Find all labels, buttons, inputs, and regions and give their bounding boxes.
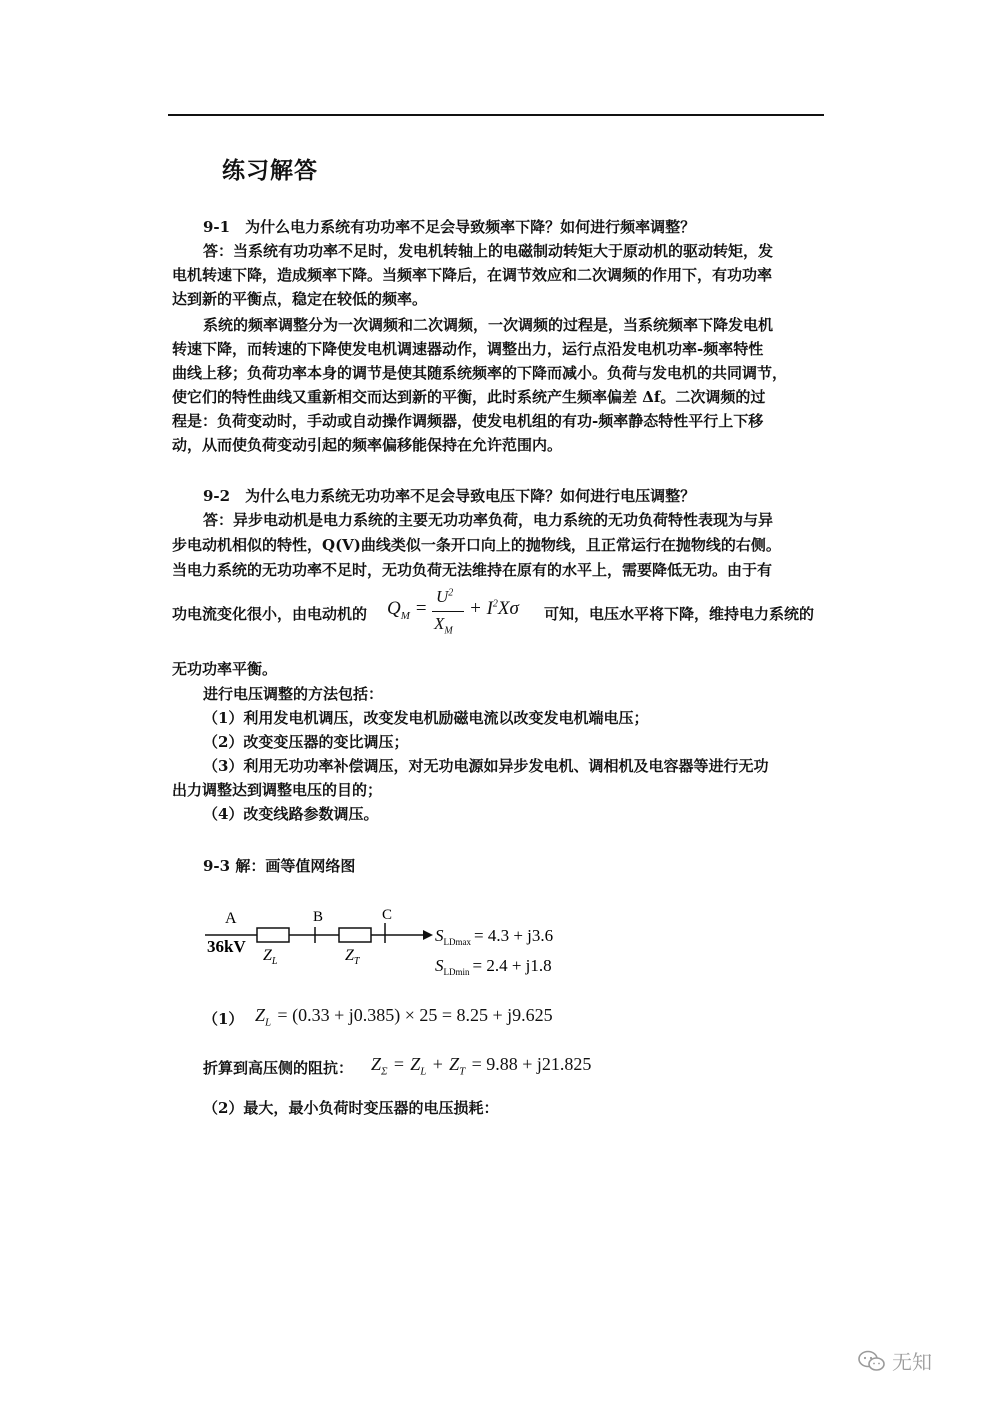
zt-box xyxy=(339,928,371,942)
zl-label: $Z_L$ xyxy=(263,947,278,967)
watermark-text: 无知 xyxy=(892,1350,932,1374)
formula-prefix: 功电流变化很小，由电动机的 xyxy=(172,605,368,623)
high-side-label: 折算到高压侧的阻抗： xyxy=(203,1059,354,1077)
zl-box xyxy=(257,928,289,942)
formula-q-m: $Q_M$ = xyxy=(387,598,428,622)
node-b-label: B xyxy=(313,909,324,925)
answer-line: 无功功率平衡。 xyxy=(172,660,278,678)
methods-intro: 进行电压调整的方法包括： xyxy=(203,685,384,703)
answer-line: 答：当系统有功功率不足时，发电机转轴上的电磁制动转矩大于原动机的驱动转矩，发 xyxy=(203,242,774,260)
s-min-label: $S_{LDmin} = 2.4 + j1.8$ xyxy=(435,956,552,977)
formula-denominator: $X_M$ xyxy=(434,614,453,637)
question-9-3: 9-3 解：画等值网络图 xyxy=(203,857,356,875)
wechat-icon xyxy=(858,1350,886,1372)
answer-line: 转速下降，而转速的下降使发电机调速器动作，调整出力，运行点沿发电机功率-频率特性 xyxy=(172,340,764,358)
answer-line: 步电动机相似的特性，Q(V)曲线类似一条开口向上的抛物线，且正常运行在抛物线的右侧。 xyxy=(172,536,781,554)
voltage-label: 36kV xyxy=(207,937,246,956)
answer-line: 程是：负荷变动时，手动或自动操作调频器，使发电机组的有功-频率静态特性平行上下移 xyxy=(172,412,764,430)
formula-term: + $I^2X\sigma$ xyxy=(469,598,519,619)
watermark xyxy=(858,1346,932,1375)
header-rule xyxy=(168,114,824,116)
node-a-label: A xyxy=(225,910,237,927)
answer-line: 当电力系统的无功功率不足时，无功负荷无法维持在原有的水平上，需要降低无功。由于有 xyxy=(172,561,773,579)
high-side-formula: $Z_\Sigma = Z_L + Z_T = 9.88 + j21.825$ xyxy=(371,1054,592,1078)
method-item: 出力调整达到调整电压的目的； xyxy=(172,781,383,799)
equivalent-network-diagram xyxy=(205,905,625,985)
answer-line: 系统的频率调整分为一次调频和二次调频，一次调频的过程是，当系统频率下降发电机 xyxy=(203,316,774,334)
method-item: （1）利用发电机调压，改变发电机励磁电流以改变发电机端电压； xyxy=(203,709,649,727)
node-c-label: C xyxy=(382,907,393,923)
formula-numerator: $U^2$ xyxy=(436,587,454,606)
method-item: （3）利用无功功率补偿调压，对无功电源如异步发电机、调相机及电容器等进行无功 xyxy=(203,757,769,775)
method-item: （2）改变变压器的变比调压； xyxy=(203,733,409,751)
answer-line: 达到新的平衡点，稳定在较低的频率。 xyxy=(172,290,428,308)
question-9-1: 9-1 为什么电力系统有功功率不足会导致频率下降？如何进行频率调整？ xyxy=(203,218,696,236)
network-svg xyxy=(205,905,625,985)
answer-line: 动，从而使负荷变动引起的频率偏移能保持在允许范围内。 xyxy=(172,436,563,454)
page-title: 练习解答 xyxy=(222,158,318,184)
answer-line: 答：异步电动机是电力系统的主要无功功率负荷，电力系统的无功负荷特性表现为与异 xyxy=(203,511,774,529)
answer-line: 电机转速下降，造成频率下降。当频率下降后，在调节效应和二次调频的作用下，有功功率 xyxy=(172,266,773,284)
question-9-2: 9-2 为什么电力系统无功功率不足会导致电压下降？如何进行电压调整？ xyxy=(203,487,696,505)
step-2: （2）最大，最小负荷时变压器的电压损耗： xyxy=(203,1099,499,1117)
answer-line: 使它们的特性曲线又重新相交而达到新的平衡，此时系统产生频率偏差 Δf。二次调频的过 xyxy=(172,388,766,406)
s-max-label: $S_{LDmax} = 4.3 + j3.6$ xyxy=(435,926,554,947)
step-1-formula: $Z_L = (0.33 + j0.385) \times 25 = 8.25 + j9.625$ xyxy=(255,1005,553,1029)
answer-line: 曲线上移；负荷功率本身的调节是使其随系统频率的下降而减小。负荷与发电机的共同调节， xyxy=(172,364,788,382)
formula-suffix: 可知，电压水平将下降，维持电力系统的 xyxy=(544,605,815,623)
fraction-bar xyxy=(432,611,464,612)
zt-label: $Z_T$ xyxy=(345,947,360,967)
step-1-label: （1） xyxy=(203,1010,244,1028)
method-item: （4）改变线路参数调压。 xyxy=(203,805,379,823)
load-arrow xyxy=(423,930,433,940)
